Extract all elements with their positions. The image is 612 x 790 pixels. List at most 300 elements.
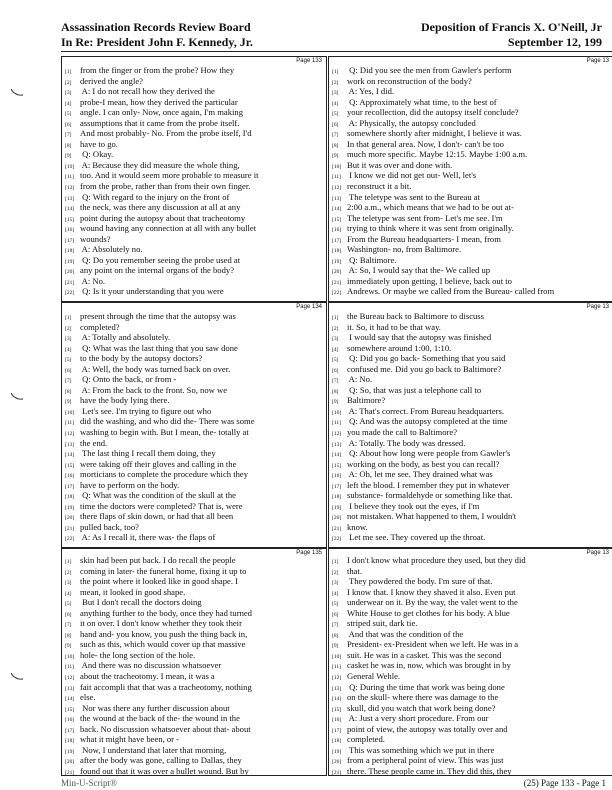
page-134-box [61,302,327,548]
line-text: your recollection, did the autopsy itself conclude? [347,107,519,118]
line-text: have to perform on the body. [80,479,180,490]
line-text: there flaps of skin down, or had that all been [80,511,234,522]
line-number: [2] [65,79,72,86]
transcript-line [332,501,612,512]
line-number: [5] [332,357,339,364]
transcript-line [332,395,612,406]
transcript-line [65,322,322,333]
line-text: A: As I recall it, there was- the flaps of [80,532,216,543]
line-number: [4] [65,100,72,107]
line-text: wounds? [80,233,111,244]
line-number: [13] [65,685,75,692]
transcript-line [332,364,612,375]
page-number: Page 13 [586,304,609,310]
line-text: not mistaken. What happened to them, I wouldn't [347,511,517,522]
transcript-line [332,322,612,333]
line-number: [14] [332,206,342,213]
line-number: [9] [332,643,339,650]
line-text: have the body lying there. [80,395,170,406]
line-number: [6] [332,367,339,374]
line-number: [10] [65,409,75,416]
transcript-line [65,343,322,354]
line-text: White House to get clothes for his body. A blue [347,607,510,618]
page-number: Page 133 [296,58,322,64]
transcript-line [332,170,612,181]
transcript-line [65,364,322,375]
transcript-line [65,406,322,417]
line-text: Andrews. Or maybe we called from the Bureau- called from [347,286,555,297]
transcript-line [65,618,322,629]
line-text: Q: Do you remember seeing the probe used at [80,254,241,265]
transcript-line [65,286,322,297]
transcript-line [65,724,322,735]
transcript-lines [65,311,322,543]
transcript-line [332,671,612,682]
line-text: casket he was in, now, which was brought in by [347,660,511,671]
transcript-line [65,276,322,287]
line-text: time the doctors were completed? That is, were [80,500,243,511]
line-text: Q: Did you go back- Something that you said [347,353,506,364]
board-title: Assassination Records Review Board [61,20,251,34]
line-text: the Bureau back to Baltimore to discuss [347,311,484,321]
transcript-line [332,766,612,776]
line-number: [9] [65,153,72,160]
line-text: I would say that the autopsy was finished [347,332,492,343]
line-text: A: Just a very short procedure. From our [347,713,489,724]
line-number: [3] [332,580,339,587]
line-text: Q: Baltimore. [347,254,397,265]
transcript-line [332,181,612,192]
line-text: reconstruct it a bit. [347,181,412,192]
line-text: too. And it would seem more probable to measure it [80,170,259,181]
transcript-line [332,692,612,703]
deposition-date: September 12, 199 [507,35,602,49]
transcript-line [332,703,612,714]
line-number: [20] [65,269,75,276]
line-number: [1] [65,69,72,75]
page-135-box [61,548,327,776]
transcript-line [332,97,612,108]
line-number: [7] [65,622,72,629]
transcript-line [65,416,322,427]
line-text: Let's see. I'm trying to figure out who [80,405,212,416]
transcript-line [332,223,612,234]
line-text: the wound at the back of the- the wound in the [80,713,240,724]
transcript-line [65,107,322,118]
line-text: The last thing I recall them doing, they [80,448,216,459]
line-text: from the finger or from the probe? How they [80,65,235,75]
line-number: [15] [332,706,342,713]
page-number: Page 13 [586,58,609,64]
line-text: General Wehle. [347,671,401,682]
line-number: [7] [332,132,339,139]
header-right [421,20,602,50]
transcript-line [332,438,612,449]
line-text: any point on the internal organs of the body? [80,265,235,276]
transcript-line [65,181,322,192]
line-text: And that was the condition of the [347,628,464,639]
transcript-line [65,118,322,129]
line-text: A: Absolutely no. [80,244,143,255]
line-text: on the skull- where there was damage to the [347,692,499,703]
line-text: somewhere shortly after midnight, I believe it was. [347,128,522,139]
deposition-title: Deposition of Francis X. O'Neill, Jr [421,20,602,34]
transcript-line [332,202,612,213]
line-number: [3] [65,90,72,97]
margin-mark [10,392,24,401]
transcript-line [65,395,322,406]
transcript-line [65,745,322,756]
transcript-line [65,448,322,459]
transcript-line [65,128,322,139]
line-number: [19] [65,258,75,265]
line-text: Q: Onto the back, or from - [80,374,177,385]
line-number: [8] [65,632,72,639]
transcript-line [332,522,612,533]
line-number: [2] [332,325,339,332]
line-text: A: Totally. The body was dressed. [347,437,466,448]
transcript-line [65,587,322,598]
line-number: [12] [332,185,342,192]
line-number: [1] [332,315,339,321]
page-number: Page 135 [296,550,322,556]
line-text: A: Yes, I did. [347,86,395,97]
line-text: From the Bureau headquarters- I mean, from [347,233,501,244]
line-text: morticians to complete the procedure which they [80,469,248,480]
transcript-line [65,522,322,533]
line-number: [4] [332,346,339,353]
line-number: [2] [332,569,339,576]
transcript-line [65,374,322,385]
line-text: skull, did you watch that work being done? [347,702,496,713]
line-text: Q: During the time that work was being done [347,681,505,692]
line-text: anything further to the body, once they had turned [80,607,252,618]
line-number: [19] [65,748,75,755]
line-text: what it might have been, or - [80,734,180,745]
line-number: [10] [65,653,75,660]
line-number: [5] [65,111,72,118]
page-number: Page 13 [586,550,609,556]
line-number: [14] [332,696,342,703]
transcript-line [332,86,612,97]
line-number: [21] [332,525,342,532]
line-number: [12] [332,675,342,682]
line-text: back. No discussion whatsoever about that- about [80,723,251,734]
line-number: [20] [65,515,75,522]
transcript-line [332,213,612,224]
transcript-lines [332,311,612,543]
line-number: [17] [65,483,75,490]
transcript-lines [65,65,322,297]
line-number: [19] [332,748,342,755]
line-text: I don't know what procedure they used, but they did [347,555,526,565]
line-text: to the body by the autopsy doctors? [80,353,203,364]
transcript-line [65,213,322,224]
line-number: [4] [332,590,339,597]
line-text: Q: Okay. [80,149,114,160]
line-text: Q: So, that was just a telephone call to [347,384,482,395]
line-text: completed? [80,321,120,332]
transcript-line [65,265,322,276]
line-number: [1] [332,559,339,565]
transcript-line [65,501,322,512]
line-number: [17] [332,483,342,490]
transcript-line [332,618,612,629]
line-text: A: I do not recall how they derived the [80,86,215,97]
transcript-line [65,555,322,566]
transcript-line [332,276,612,287]
transcript-line [332,234,612,245]
line-number: [11] [332,174,341,181]
line-text: derived the angle? [80,75,143,86]
line-text: A: So, I would say that the- We called up [347,265,491,276]
line-text: found out that it was over a bullet wound. But by [80,765,249,776]
line-number: [3] [65,336,72,343]
line-text: A: Physically, the autopsy concluded [347,117,476,128]
line-text: much more specific. Maybe 12:15. Maybe 1:00 a.m. [347,149,528,160]
line-number: [21] [332,769,342,776]
transcript-line [332,650,612,661]
line-number: [12] [65,675,75,682]
line-text: the end. [80,437,108,448]
page-138-box [328,548,612,776]
transcript-line [332,755,612,766]
transcript-line [332,416,612,427]
line-number: [19] [65,504,75,511]
transcript-line [65,597,322,608]
line-text: Q: About how long were people from Gawler's [347,448,511,459]
line-number: [19] [332,504,342,511]
line-number: [21] [65,769,75,776]
transcript-line [65,511,322,522]
transcript-line [65,490,322,501]
transcript-line [65,766,322,776]
line-text: about the tracheotomy. I mean, it was a [80,671,215,682]
line-text: the neck, was there any discussion at all at any [80,202,241,213]
line-number: [8] [332,142,339,149]
line-number: [18] [332,248,342,255]
line-text: A: Totally and absolutely. [80,332,171,343]
line-text: trying to think where it was sent from originally. [347,223,514,234]
line-number: [18] [65,738,75,745]
line-text: fait accompli that that was a tracheotomy, nothing [80,681,252,692]
line-text: skin had been put back. I do recall the people [80,555,236,565]
transcript-line [332,660,612,671]
transcript-line [332,406,612,417]
line-number: [1] [65,559,72,565]
line-text: The teletype was sent to the Bureau at [347,191,481,202]
line-number: [7] [332,378,339,385]
line-text: from the probe, rather than from their own finger. [80,181,251,192]
transcript-line [65,703,322,714]
line-number: [21] [65,525,75,532]
transcript-line [332,385,612,396]
line-text: substance- formaldehyde or something like that. [347,490,513,501]
line-text: Washington- no, from Baltimore. [347,244,462,255]
line-number: [16] [332,473,342,480]
line-number: [13] [332,195,342,202]
line-number: [7] [65,378,72,385]
line-text: that. [347,565,363,576]
line-number: [20] [332,759,342,766]
transcript-line [332,459,612,470]
line-text: working on the body, as best you can recall? [347,458,500,469]
transcript-line [332,286,612,297]
transcript-line [332,107,612,118]
line-number: [3] [332,90,339,97]
transcript-line [65,566,322,577]
line-number: [14] [332,452,342,459]
line-text: Q: Is it your understanding that you were [80,286,224,297]
transcript-line [65,650,322,661]
transcript-line [65,532,322,543]
transcript-line [332,587,612,598]
page-number: Page 134 [296,304,322,310]
line-number: [2] [332,79,339,86]
line-number: [1] [332,69,339,75]
transcript-line [65,65,322,76]
line-number: [18] [65,494,75,501]
line-number: [18] [332,738,342,745]
line-text: Now, I understand that later that morning, [80,744,227,755]
transcript-line [332,149,612,160]
transcript-line [65,76,322,87]
transcript-line [65,480,322,491]
line-text: it. So, it had to be that way. [347,321,441,332]
transcript-line [65,170,322,181]
transcript-line [332,76,612,87]
transcript-line [65,438,322,449]
line-text: In that general area. Now, I don't- can't be too [347,138,504,149]
line-number: [13] [65,195,75,202]
header-rule [61,51,612,52]
line-number: [12] [332,431,342,438]
line-text: A: That's correct. From Bureau headquarters. [347,405,504,416]
line-number: [17] [332,727,342,734]
transcript-lines [65,555,322,776]
line-text: Let me see. They covered up the throat. [347,532,486,543]
line-text: A: Well, the body was turned back on over. [80,363,231,374]
transcript-line [65,608,322,619]
transcript-line [332,576,612,587]
line-number: [8] [65,142,72,149]
transcript-line [65,255,322,266]
line-number: [18] [332,494,342,501]
line-number: [20] [65,759,75,766]
line-text: have to go. [80,138,118,149]
line-number: [13] [332,441,342,448]
line-number: [5] [332,601,339,608]
transcript-line [65,692,322,703]
transcript-line [332,65,612,76]
line-number: [13] [65,441,75,448]
line-text: confused me. Did you go back to Baltimore? [347,363,502,374]
transcript-line [332,343,612,354]
line-text: President- ex-President when we left. He was in a [347,639,519,650]
line-number: [13] [332,685,342,692]
line-text: A: No. [347,374,373,385]
line-number: [15] [65,462,75,469]
line-text: Baltimore? [347,395,386,406]
transcript-line [332,469,612,480]
line-text: And most probably- No. From the probe itself, I'd [80,128,252,139]
page-137-box [328,302,612,548]
line-text: suit. He was in a casket. This was the second [347,649,502,660]
transcript-line [65,332,322,343]
line-number: [16] [65,227,75,234]
line-text: assumptions that it came from the probe itself. [80,117,240,128]
line-number: [10] [65,163,75,170]
transcript-line [65,469,322,480]
transcript-line [65,734,322,745]
transcript-line [332,639,612,650]
page-133-box [61,56,327,302]
line-text: I know that. I know they shaved it also. Even put [347,586,516,597]
line-number: [3] [65,580,72,587]
line-number: [10] [332,409,342,416]
line-text: were taking off their gloves and calling in the [80,458,237,469]
line-text: coming in later- the funeral home, fixing it up to [80,565,247,576]
line-number: [11] [65,664,74,671]
line-number: [7] [332,622,339,629]
transcript-line [65,671,322,682]
line-number: [4] [332,100,339,107]
line-number: [19] [332,258,342,265]
line-text: hole- the long section of the hole. [80,649,196,660]
line-text: And there was no discussion whatsoever [80,660,222,671]
transcript-line [65,682,322,693]
line-text: angle. I can only- Now, once again, I'm making [80,107,244,118]
line-number: [15] [332,216,342,223]
line-number: [17] [65,727,75,734]
line-number: [22] [65,536,75,543]
transcript-line [332,353,612,364]
transcript-line [332,118,612,129]
transcript-line [332,734,612,745]
line-text: pulled back, too? [80,521,139,532]
transcript-line [65,202,322,213]
transcript-line [65,234,322,245]
transcript-line [332,555,612,566]
line-number: [16] [65,717,75,724]
transcript-line [332,724,612,735]
line-number: [8] [332,388,339,395]
transcript-line [332,566,612,577]
line-number: [22] [332,290,342,297]
header-left [61,20,253,50]
line-number: [14] [65,206,75,213]
line-text: Q: With regard to the injury on the front of [80,191,230,202]
line-text: probe-I mean, how they derived the particular [80,96,238,107]
line-text: you made the call to Baltimore? [347,427,458,438]
line-number: [10] [332,163,342,170]
line-number: [5] [65,357,72,364]
line-text: This was something which we put in there [347,744,495,755]
line-number: [9] [65,643,72,650]
line-text: A: Oh, let me see. They drained what was [347,469,493,480]
line-text: wound having any connection at all with any bullet [80,223,257,234]
transcript-line [332,480,612,491]
line-text: But I don't recall the doctors doing [80,597,202,608]
line-text: present through the time that the autopsy was [80,311,236,321]
line-number: [5] [332,111,339,118]
transcript-line [65,97,322,108]
line-text: know. [347,521,368,532]
transcript-line [332,745,612,756]
transcript-line [332,265,612,276]
footer-page-range: (25) Page 133 - Page 1 [523,778,606,788]
line-number: [6] [65,121,72,128]
